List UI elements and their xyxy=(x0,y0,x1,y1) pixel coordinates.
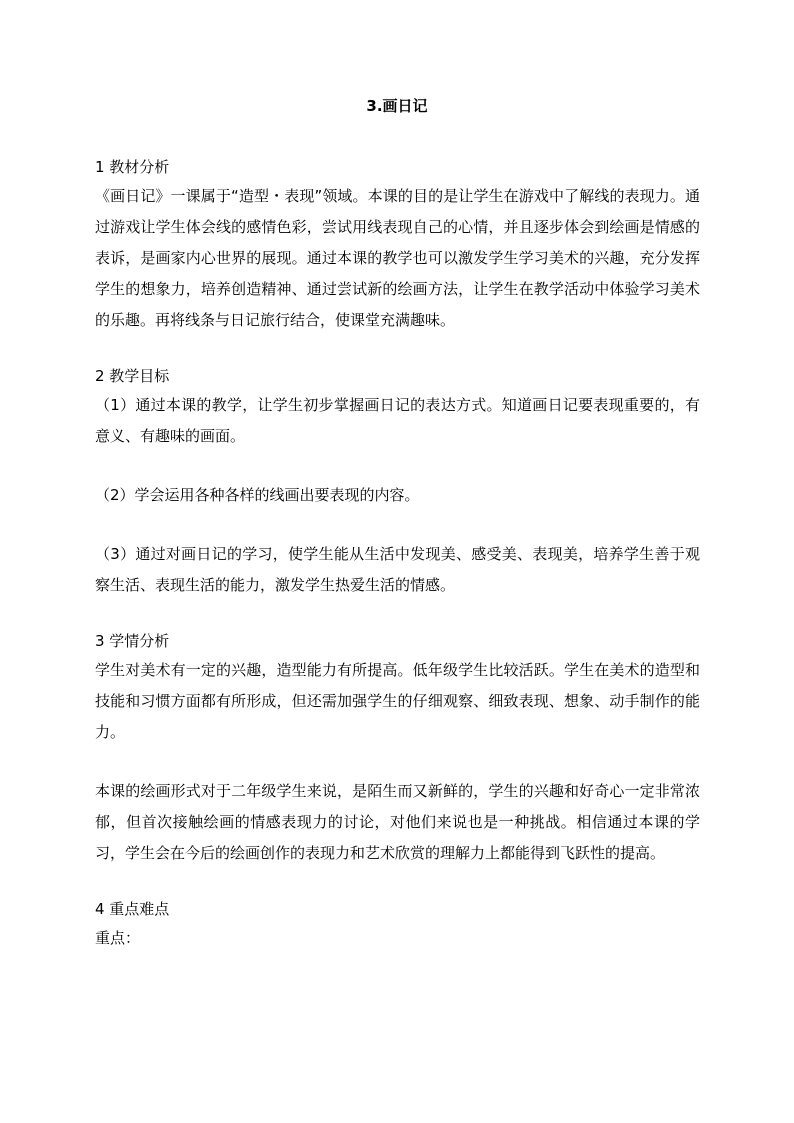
section-key-points xyxy=(95,897,700,954)
section-teaching-goals xyxy=(95,364,700,601)
paragraph: 《画日记》一课属于“造型・表现”领域。本课的目的是让学生在游戏中了解线的表现力。通过游戏让学生体会线的感情色彩，尝试用线表现自己的心情，并且逐步体会到绘画是情感的表诉，是画家内心世界的展现。通过本课的教学也可以激发学生学习美术的兴趣，充分发挥学生的想象力，培养创造精神、通过尝试新的绘画方法，让学生在教学活动中体验学习美术的乐趣。再将线条与日记旅行结合，使课堂充满趣味。 xyxy=(95,187,700,329)
section-heading: 3 学情分析 xyxy=(95,632,170,650)
document-body xyxy=(95,155,700,954)
document-title: 3.画日记 xyxy=(366,97,428,115)
spacer xyxy=(95,511,700,539)
spacer xyxy=(95,869,700,897)
section-heading: 2 教学目标 xyxy=(95,367,170,385)
section-student-analysis xyxy=(95,629,700,869)
key-point-label: 重点： xyxy=(95,929,141,947)
goal-item-1: （1）通过本课的教学，让学生初步掌握画日记的表达方式。知道画日记要表现重要的，有意义、有趣味的画面。 xyxy=(95,396,700,445)
paragraph: 本课的绘画形式对于二年级学生来说，是陌生而又新鲜的，学生的兴趣和好奇心一定非常浓郁，但首次接触绘画的情感表现力的讨论，对他们来说也是一种挑战。相信通过本课的学习，学生会在今后的绘画创作的表现力和艺术欣赏的理解力上都能得到飞跃性的提高。 xyxy=(95,782,700,862)
spacer xyxy=(95,336,700,364)
paragraph: 学生对美术有一定的兴趣，造型能力有所提高。低年级学生比较活跃。学生在美术的造型和技能和习惯方面都有所形成，但还需加强学生的仔细观察、细致表现、想象、动手制作的能力。 xyxy=(95,661,700,741)
spacer xyxy=(95,601,700,629)
spacer xyxy=(95,748,700,776)
section-textbook-analysis xyxy=(95,155,700,336)
section-heading: 4 重点难点 xyxy=(95,900,170,918)
goal-item-2: （2）学会运用各种各样的线画出要表现的内容。 xyxy=(95,486,420,504)
goal-item-3: （3）通过对画日记的学习，使学生能从生活中发现美、感受美、表现美，培养学生善于观察生活、表现生活的能力，激发学生热爱生活的情感。 xyxy=(95,545,700,594)
section-heading: 1 教材分析 xyxy=(95,158,170,176)
spacer xyxy=(95,452,700,480)
